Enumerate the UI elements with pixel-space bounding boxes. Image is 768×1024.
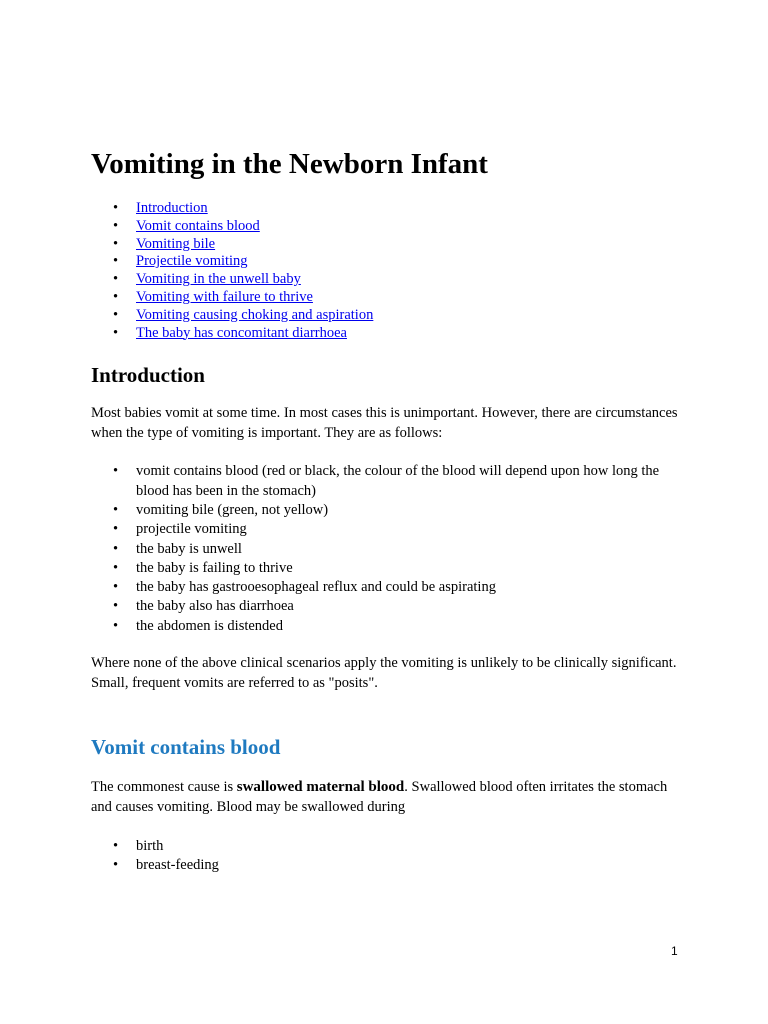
toc-link-unwell-baby[interactable]: Vomiting in the unwell baby: [136, 271, 301, 288]
toc-item: [91, 218, 691, 236]
blood-swallowed-list: [91, 837, 691, 876]
table-of-contents: [91, 200, 691, 342]
vomiting-types-list: [91, 462, 691, 636]
toc-link-choking-aspiration[interactable]: Vomiting causing choking and aspiration: [136, 306, 374, 323]
list-item: • the baby also has diarrhoea: [91, 597, 691, 616]
toc-item: [91, 289, 691, 307]
blood-text-after: . Swallowed blood often irritates the stomach and causes vomiting. Blood may be swallowed during: [91, 779, 668, 815]
list-item: • the baby is unwell: [91, 540, 691, 559]
list-item: • vomiting bile (green, not yellow): [91, 501, 691, 520]
toc-item: [91, 200, 691, 218]
vomit-contains-blood-heading: Vomit contains blood: [91, 735, 281, 760]
toc-link-vomiting-bile[interactable]: Vomiting bile: [136, 235, 216, 252]
toc-link-projectile-vomiting[interactable]: Projectile vomiting: [136, 253, 248, 270]
blood-bold-text: swallowed maternal blood: [236, 779, 405, 796]
toc-item: [91, 307, 691, 325]
list-item: • breast-feeding: [91, 856, 691, 875]
list-item: • projectile vomiting: [91, 520, 691, 539]
list-item: • vomit contains blood (red or black, the colour of the blood will depend upon how long the blood has been in the stomach): [91, 462, 691, 501]
blood-section-paragraph: [91, 778, 691, 817]
list-item: • the abdomen is distended: [91, 617, 691, 636]
list-item: • birth: [91, 837, 691, 856]
toc-item: [91, 271, 691, 289]
page-content: [91, 146, 691, 876]
introduction-paragraph: Most babies vomit at some time. In most cases this is unimportant. However, there are circumstances when the type of vomiting is important. They are as follows:: [91, 405, 678, 441]
introduction-closing-paragraph: Where none of the above clinical scenarios apply the vomiting is unlikely to be clinically significant. Small, frequent vomits are referred to as "posits".: [91, 655, 677, 691]
toc-item: [91, 325, 691, 343]
toc-item: [91, 253, 691, 271]
toc-link-concomitant-diarrhoea[interactable]: The baby has concomitant diarrhoea: [136, 324, 347, 341]
list-item: • the baby is failing to thrive: [91, 559, 691, 578]
blood-text-before: The commonest cause is: [91, 779, 237, 796]
toc-item: [91, 236, 691, 254]
toc-link-introduction[interactable]: Introduction: [136, 200, 208, 216]
toc-link-failure-to-thrive[interactable]: Vomiting with failure to thrive: [136, 288, 313, 305]
introduction-heading: Introduction: [91, 363, 205, 388]
list-item: • the baby has gastrooesophageal reflux and could be aspirating: [91, 578, 691, 597]
toc-link-vomit-contains-blood[interactable]: Vomit contains blood: [136, 217, 260, 234]
document-title: Vomiting in the Newborn Infant: [91, 148, 488, 180]
page-number: 1: [671, 944, 678, 958]
